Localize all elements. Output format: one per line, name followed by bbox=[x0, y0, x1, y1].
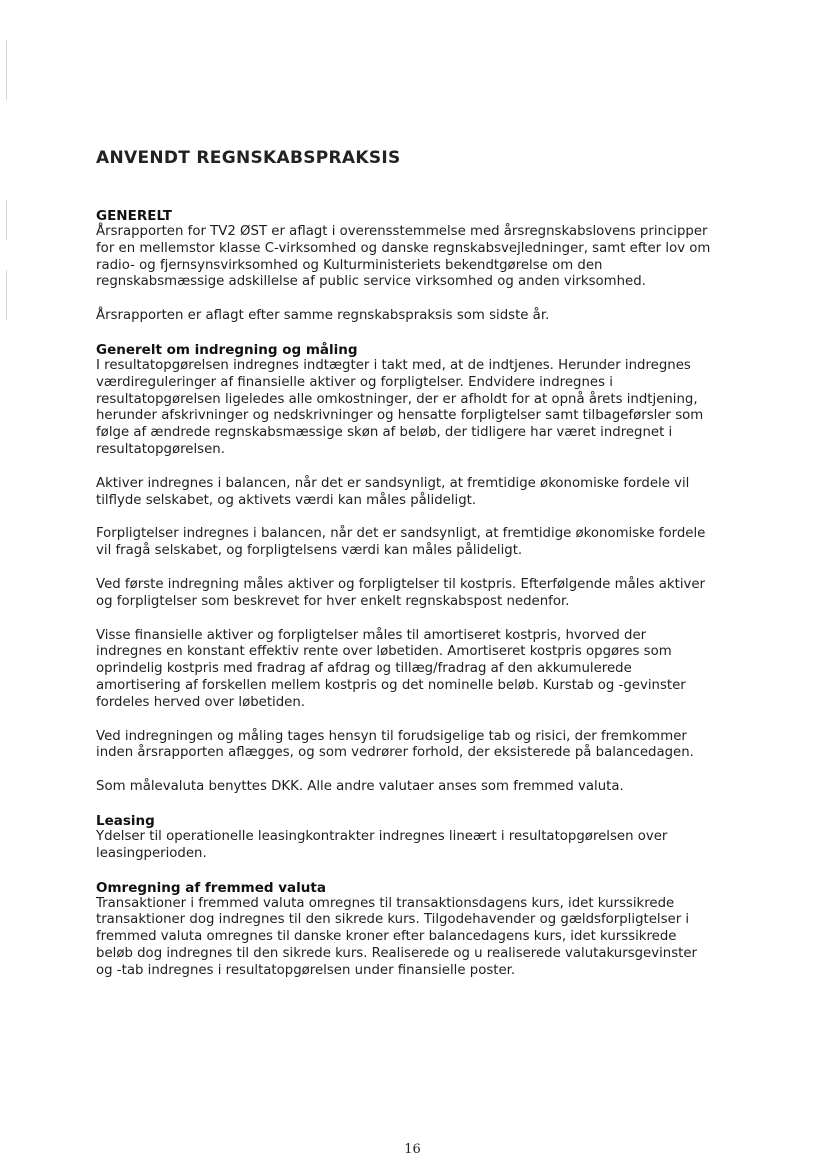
section-heading-valuta: Omregning af fremmed valuta bbox=[96, 879, 326, 896]
paragraph bbox=[96, 308, 736, 325]
text-line: resultatopgørelsen ligeledes alle omkostninger, der er afholdt for at opnå årets indtjening, bbox=[96, 391, 698, 407]
text-line: radio- og fjernsynsvirksomhed og Kulturministeriets bekendtgørelse om den bbox=[96, 257, 603, 273]
text-line: fremmed valuta omregnes til danske kroner efter balancedagens kurs, idet kurssikrede bbox=[96, 929, 677, 945]
document-body bbox=[96, 208, 736, 980]
paragraph bbox=[96, 526, 736, 560]
text-line: indregnes en konstant effektiv rente over løbetiden. Amortiseret kostpris opgøres som bbox=[96, 644, 672, 660]
text-line: tilflyde selskabet, og aktivets værdi kan måles pålideligt. bbox=[96, 492, 477, 508]
text-line: Transaktioner i fremmed valuta omregnes til transaktionsdagens kurs, idet kurssikrede bbox=[96, 895, 675, 911]
text-line: I resultatopgørelsen indregnes indtægter i takt med, at de indtjenes. Herunder indregnes bbox=[96, 357, 691, 373]
text-line: regnskabsmæssige adskillelse af public service virksomhed og anden virksomhed. bbox=[96, 274, 646, 290]
text-line: resultatopgørelsen. bbox=[96, 441, 225, 457]
text-line: transaktioner dog indregnes til den sikrede kurs. Tilgodehavender og gældsforpligtelser i bbox=[96, 912, 690, 928]
text-line: følge af ændrede regnskabsmæssige skøn af beløb, der tidligere har været indregnet i bbox=[96, 425, 673, 441]
text-line: Visse finansielle aktiver og forpligtelser måles til amortiseret kostpris, hvorved der bbox=[96, 627, 647, 643]
scan-edge-mark bbox=[6, 40, 7, 100]
text-line: herunder afskrivninger og nedskrivninger og hensatte forpligtelser samt tilbageførsler som bbox=[96, 408, 704, 424]
section-heading-generelt: GENERELT bbox=[96, 208, 173, 224]
text-line: for en mellemstor klasse C-virksomhed og danske regnskabsvejledninger, samt efter lov om bbox=[96, 240, 711, 256]
text-line: amortisering af forskellen mellem kostpris og det nominelle beløb. Kurstab og -gevinster bbox=[96, 677, 686, 693]
text-line: Ved indregningen og måling tages hensyn til forudsigelige tab og risici, der fremkommer bbox=[96, 728, 687, 744]
text-line: beløb dog indregnes til den sikrede kurs. Realiserede og u realiserede valutakursgevinster bbox=[96, 945, 698, 961]
paragraph bbox=[96, 224, 736, 291]
text-line: Årsrapporten er aflagt efter samme regnskabspraksis som sidste år. bbox=[96, 308, 550, 324]
section-heading-indregning: Generelt om indregning og måling bbox=[96, 341, 358, 358]
text-line: vil fragå selskabet, og forpligtelsens værdi kan måles pålideligt. bbox=[96, 543, 523, 559]
text-line: oprindelig kostpris med fradrag af afdrag og tillæg/fradrag af den akkumulerede bbox=[96, 661, 632, 677]
text-line: Ydelser til operationelle leasingkontrakter indregnes lineært i resultatopgørelsen over bbox=[96, 828, 668, 844]
text-line: leasingperioden. bbox=[96, 845, 207, 861]
text-line: Forpligtelser indregnes i balancen, når det er sandsynligt, at fremtidige økonomiske fordele bbox=[96, 526, 706, 542]
scan-edge-mark bbox=[6, 200, 7, 240]
paragraph bbox=[96, 476, 736, 510]
page-title: ANVENDT REGNSKABSPRAKSIS bbox=[96, 148, 401, 168]
text-line: fordeles herved over løbetiden. bbox=[96, 694, 306, 710]
text-line: Som målevaluta benyttes DKK. Alle andre valutaer anses som fremmed valuta. bbox=[96, 779, 624, 795]
section-heading-leasing: Leasing bbox=[96, 812, 155, 829]
paragraph bbox=[96, 829, 736, 863]
paragraph bbox=[96, 577, 736, 611]
paragraph bbox=[96, 358, 736, 459]
text-line: Ved første indregning måles aktiver og forpligtelser til kostpris. Efterfølgende måles aktiver bbox=[96, 576, 706, 592]
text-line: og forpligtelser som beskrevet for hver enkelt regnskabspost nedenfor. bbox=[96, 593, 570, 609]
scan-edge-mark bbox=[6, 270, 7, 320]
text-line: inden årsrapporten aflægges, og som vedrører forhold, der eksisterede på balancedagen. bbox=[96, 745, 694, 761]
page-number: 16 bbox=[404, 1142, 421, 1157]
text-line: værdireguleringer af finansielle aktiver og forpligtelser. Endvidere indregnes i bbox=[96, 374, 613, 390]
text-line: og -tab indregnes i resultatopgørelsen under finansielle poster. bbox=[96, 962, 516, 978]
paragraph bbox=[96, 779, 736, 796]
paragraph bbox=[96, 896, 736, 980]
paragraph bbox=[96, 628, 736, 712]
text-line: Aktiver indregnes i balancen, når det er sandsynligt, at fremtidige økonomiske fordele vil bbox=[96, 475, 690, 491]
paragraph bbox=[96, 729, 736, 763]
text-line: Årsrapporten for TV2 ØST er aflagt i overensstemmelse med årsregnskabslovens principper bbox=[96, 224, 708, 239]
